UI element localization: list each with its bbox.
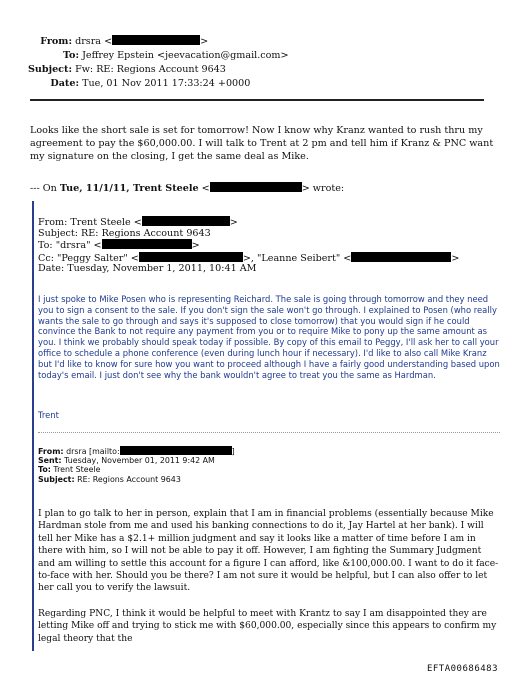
from-label: From: bbox=[40, 36, 72, 47]
header-divider bbox=[30, 99, 484, 101]
nested-sent: Sent: Tuesday, November 01, 2011 9:42 AM bbox=[38, 456, 215, 466]
redaction-box bbox=[112, 35, 200, 45]
reply-attribution: --- On Tue, 11/1/11, Trent Steele < > wrote: bbox=[30, 183, 345, 194]
quoted-message: I just spoke to Mike Posen who is representing Reichard. The sale is going through tomorrow and they need you to sign a consent to the sale. If you don't sign the sale won't go through. I explained to Posen (who really wants the sale to go through and says it's supposed to close tomorrow) that you would sign if he could convince the Bank to not require any payment from you or to require Mike to pony up the same amount as you. I think we probably should speak today if possible. By copy of this email to Peggy, I'll ask her to call your office to schedule a phone conference (even during lunch hour if necessary). I'd like to also call Mike Kranz but I'd like to know for sure how you want to proceed although I have a fairly good understanding based upon today's email. I just don't see why the bank wouldn't agree to treat you the same as Hardman. bbox=[38, 294, 500, 380]
quoted-from: From: Trent Steele < > bbox=[38, 217, 238, 228]
quote-bar bbox=[32, 201, 34, 651]
subject-label: Subject: bbox=[27, 64, 72, 75]
nested-to: To: Trent Steele bbox=[38, 465, 101, 475]
to-value[interactable]: Jeffrey Epstein <jeevacation@gmail.com> bbox=[82, 50, 289, 61]
redaction-box bbox=[142, 216, 230, 226]
quoted-cc: Cc: "Peggy Salter" < >, "Leanne Seibert" < > bbox=[38, 252, 460, 264]
quoted-signature: Trent bbox=[38, 410, 59, 420]
body-paragraph: Looks like the short sale is set for tomorrow! Now I know why Kranz wanted to rush thru my agreement to pay the $60,000.00. I will talk to Trent at 2 pm and tell him if Kranz & PNC want my signature on the closing, I get the same deal as Mike. bbox=[30, 125, 494, 162]
from-value: drsra < bbox=[75, 36, 113, 47]
nested-paragraph-2: Regarding PNC, I think it would be helpful to meet with Krantz to say I am disappointed they are letting Mike off and trying to stick me with $60,000.00, especially since this appears to confirm my legal theory that the bbox=[38, 609, 497, 644]
date-row bbox=[0, 77, 300, 91]
subject-value: Fw: RE: Regions Account 9643 bbox=[75, 64, 226, 75]
redaction-box bbox=[210, 182, 302, 192]
email-header bbox=[0, 35, 300, 91]
date-label: Date: bbox=[50, 78, 79, 89]
from-row: From: drsra < > bbox=[0, 35, 300, 49]
quoted-subject: Subject: RE: Regions Account 9643 bbox=[38, 227, 211, 239]
subject-row bbox=[0, 63, 300, 77]
redaction-box bbox=[102, 239, 192, 249]
quoted-date: Date: Tuesday, November 1, 2011, 10:41 AM bbox=[38, 263, 257, 275]
document-id: EFTA00686483 bbox=[426, 664, 498, 674]
message-separator bbox=[38, 432, 500, 433]
redaction-box bbox=[139, 252, 243, 262]
nested-paragraph-1: I plan to go talk to her in person, explain that I am in financial problems (essentially because Mike Hardman stole from me and used his banking connections to do it, Jay Hartel at her bank). I will tell her Mike has a $2.1+ million judgment and say it looks like a matter of time before I am in there with him, so I will not be able to pay it off. However, I am fighting the Summary Judgment and am willing to settle this account for a figure I can afford, like &100,000.00. I want to do it face-to-face with her. Should you be there? I am not sure it would be helpful, but I can also offer to let her call you to verify the lawsuit. bbox=[38, 509, 499, 594]
to-row bbox=[0, 49, 300, 63]
quoted-header bbox=[38, 216, 459, 275]
nested-header bbox=[38, 446, 235, 484]
date-value: Tue, 01 Nov 2011 17:33:24 +0000 bbox=[82, 78, 251, 89]
redaction-box bbox=[120, 446, 232, 455]
nested-subject: Subject: RE: Regions Account 9643 bbox=[38, 474, 181, 484]
reply-sender: Tue, 11/1/11, Trent Steele bbox=[59, 183, 199, 194]
quoted-to: To: "drsra" < > bbox=[38, 240, 200, 252]
to-label: To: bbox=[63, 50, 79, 61]
redaction-box bbox=[351, 252, 451, 262]
nested-from: From: drsra [mailto: ] bbox=[38, 447, 235, 456]
